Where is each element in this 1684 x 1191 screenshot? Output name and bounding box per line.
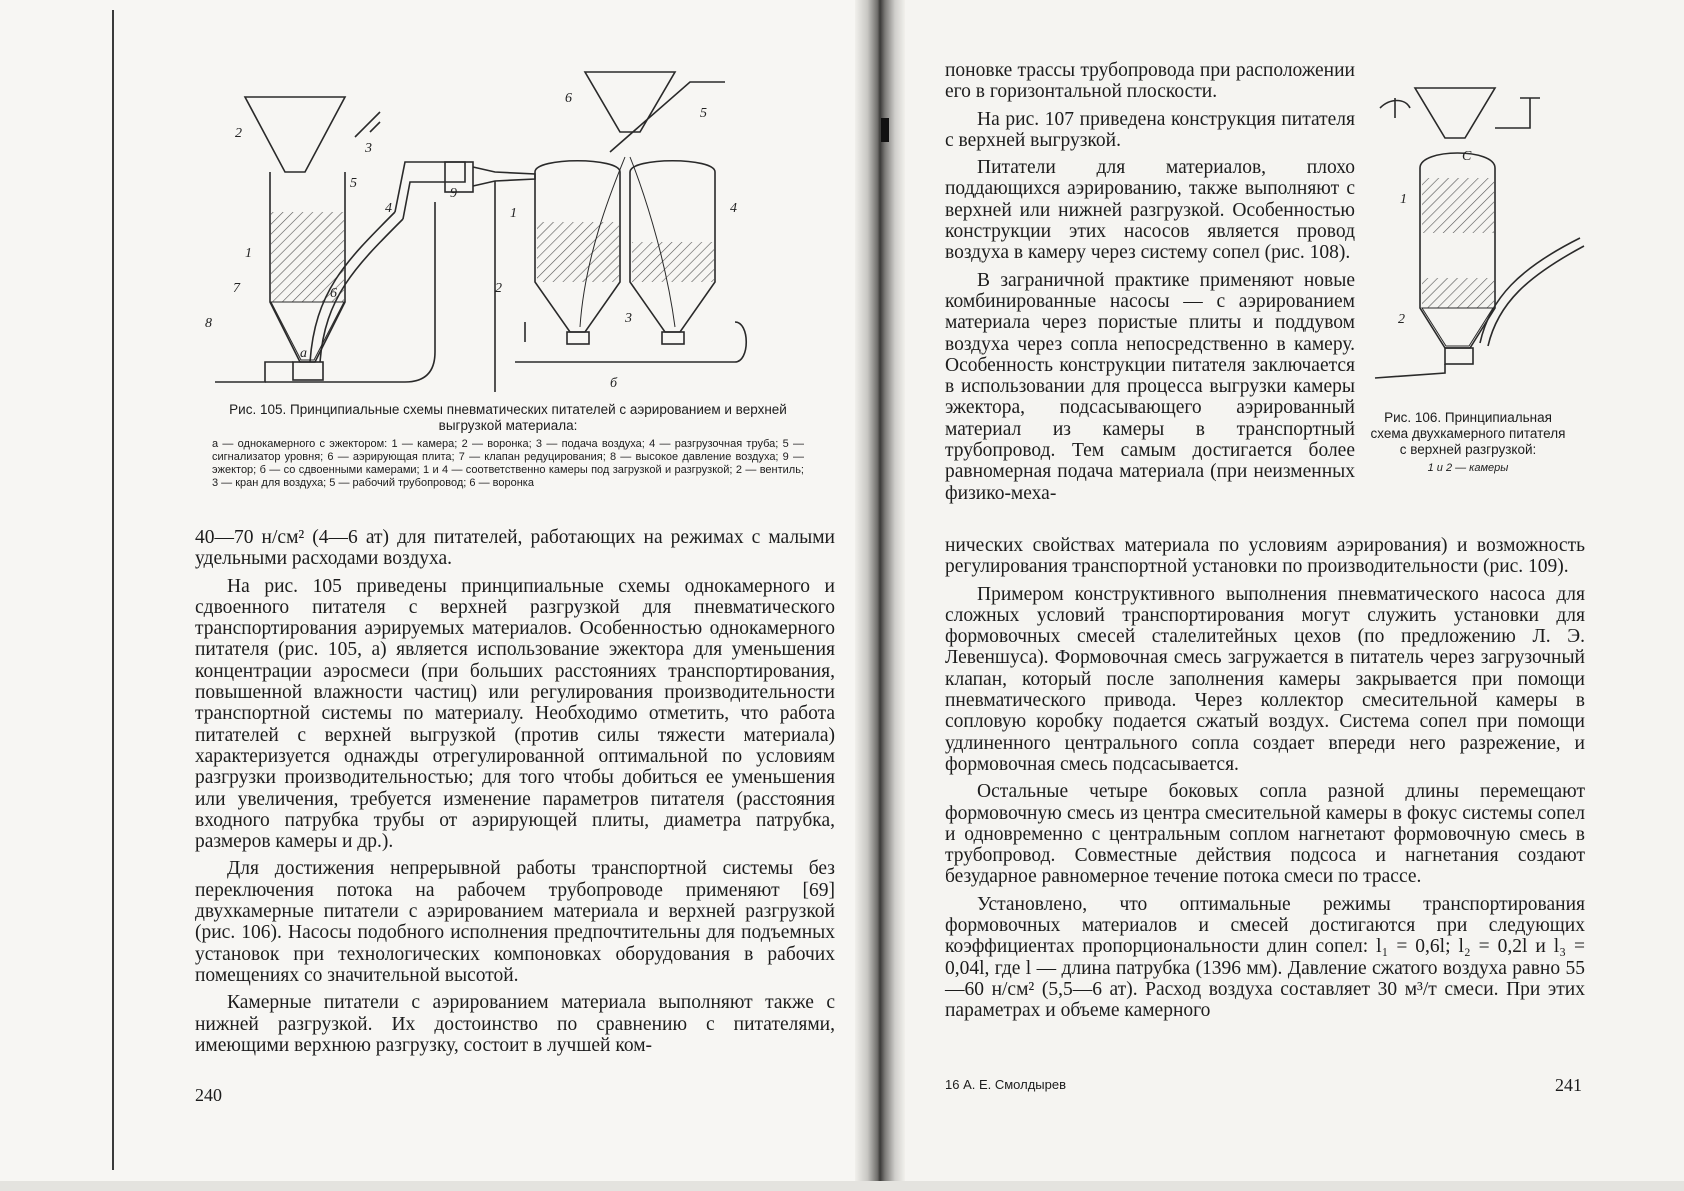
label-a-8: 8 xyxy=(205,316,212,331)
label-a-1: 1 xyxy=(245,246,252,261)
label-a-letter: а xyxy=(300,346,307,361)
label-a-6: 6 xyxy=(330,286,337,301)
label-106-c: С xyxy=(1462,149,1472,164)
right-paragraph-8: Установлено, что оптимальные режимы транспортирования формовочных материалов и смесей достигаются при следующих коэффициентах пропорциональности длин сопел: l₁ = 0,6l; l₂ = 0,2l и l₃ = 0,04l, где l — длина патрубка (1396 мм). Давление сжатого воздуха равно 55—60 н/см² (5,5—6 ат). Расход воздуха составляет 30 м³/т смеси. При этих параметрах и объеме камерного xyxy=(945,893,1585,1022)
figure-105-caption xyxy=(212,402,804,490)
left-paragraph-3: Для достижения непрерывной работы транспортной системы без переключения потока на рабочем трубопроводе применяют [69] двухкамерные питатели с аэрированием материала и верхней разгрузкой (рис. 106). Насосы подобного исполнения предпочтительны для подъемных установок при технологических компоновках оборудования в рабочих помещениях со значительной высотой. xyxy=(195,858,835,986)
right-paragraph-7: Остальные четыре боковых сопла разной длины перемещают формовочную смесь из центра смесительной камеры в фокус системы сопел и одновременно с центральным соплом нагнетают формовочную смесь в трубопровод. Совместные действия подсоса и нагнетания создают безударное равномерное течение потока смеси по трассе. xyxy=(945,781,1585,888)
right-narrow-text xyxy=(945,60,1355,504)
figure-106-caption xyxy=(1368,410,1568,475)
right-wide-text xyxy=(945,535,1585,1022)
figure-106-diagram xyxy=(1370,78,1600,388)
label-b-letter: б xyxy=(610,376,618,391)
label-b-1: 1 xyxy=(510,206,517,221)
left-paragraph-1: 40—70 н/см² (4—6 ат) для питателей, работающих на режимах с малыми удельными расходами воздуха. xyxy=(195,527,835,570)
label-b-4: 4 xyxy=(730,201,737,216)
label-a-5: 5 xyxy=(350,176,357,191)
figure-105-diagram xyxy=(205,62,805,392)
label-a-7: 7 xyxy=(233,281,240,296)
page-edge-line xyxy=(112,10,114,1170)
figure-106-title: Рис. 106. Принципиальная схема двухкамерного питателя с верхней разгрузкой: xyxy=(1370,410,1566,457)
label-106-1: 1 xyxy=(1400,192,1407,207)
figure-106-legend: 1 и 2 — камеры xyxy=(1427,462,1509,474)
right-paragraph-4: В заграничной практике применяют новые комбинированные насосы — с аэрированием материала через пористые плиты и поддувом воздуха через сопла непосредственно в камеру. Особенность конструкции питателя заключается в использовании для процесса выгрузки камеры эжектора, подсасывающего аэрированный материал из камеры в транспортный трубопровод. Тем самым достигается более равномерная подача материала (при неизменных физико-меха- xyxy=(945,269,1355,504)
left-page-number: 240 xyxy=(195,1085,222,1105)
label-b-2: 2 xyxy=(495,281,502,296)
right-paragraph-3: Питатели для материалов, плохо поддающихся аэрированию, также выполняют с верхней или нижней разгрузкой. Особенностью конструкции этих насосов является провод воздуха в камеру через систему сопел (рис. 108). xyxy=(945,157,1355,264)
left-body-text xyxy=(195,527,835,1056)
diagram-a xyxy=(205,97,535,392)
label-106-2: 2 xyxy=(1398,312,1405,327)
diagram-b xyxy=(495,72,746,391)
label-a-4: 4 xyxy=(385,201,392,216)
right-page-number: 241 xyxy=(1555,1075,1582,1095)
right-paragraph-5: нических свойствах материала по условиям аэрирования) и возможность регулирования транспортной установки по производительности (рис. 109). xyxy=(945,535,1585,578)
label-a-2: 2 xyxy=(235,126,242,141)
left-paragraph-2: На рис. 105 приведены принципиальные схемы однокамерного и сдвоенного питателя с верхней разгрузкой для пневматического транспортирования аэрируемых материалов. Особенностью однокамерного питателя (рис. 105, а) является использование эжектора для уменьшения концентрации аэросмеси (при больших расстояниях транспортирования, повышенной влажности частиц) или регулирования производительности транспортной системы по материалу. Необходимо отметить, что работа питателей с верхней выгрузкой (против силы тяжести материала) характеризуется однажды отрегулированной оптимальной по условиям разгрузки производительностью; для того чтобы добиться ее уменьшения или увеличения, требуется изменение параметров питателя (расстояния входного патрубка трубы от аэрирующей плиты, диаметра патрубка, размеров камеры и др.). xyxy=(195,575,835,853)
label-b-5: 5 xyxy=(700,106,707,121)
label-b-6: 6 xyxy=(565,91,572,106)
label-a-9: 9 xyxy=(450,186,457,201)
footer-signature: 16 А. Е. Смолдырев xyxy=(945,1077,1067,1092)
label-a-3: 3 xyxy=(365,141,372,156)
right-paragraph-1: поновке трассы трубопровода при расположении его в горизонтальной плоскости. xyxy=(945,60,1355,103)
right-paragraph-2: На рис. 107 приведена конструкция питателя с верхней выгрузкой. xyxy=(945,108,1355,151)
label-b-3: 3 xyxy=(625,311,632,326)
gutter-mark xyxy=(881,118,889,142)
figure-105-legend: а — однокамерного с эжектором: 1 — камера; 2 — воронка; 3 — подача воздуха; 4 — разгрузочная труба; 5 — сигнализатор уровня; 6 — аэрирующая плита; 7 — клапан редуцирования; 8 — высокое давление воздуха; 9 — эжектор; б — со сдвоенными камерами; 1 и 4 — соответственно камеры под загрузкой и разгрузкой; 2 — вентиль; 3 — кран для воздуха; 5 — рабочий трубопровод; 6 — воронка xyxy=(212,438,804,489)
figure-105-title: Рис. 105. Принципиальные схемы пневматических питателей с аэрированием и верхней выгрузкой материала: xyxy=(229,402,787,433)
bottom-strip xyxy=(0,1181,1684,1191)
book-gutter xyxy=(855,0,905,1191)
left-paragraph-4: Камерные питатели с аэрированием материала выполняют также с нижней разгрузкой. Их достоинство по сравнению с питателями, имеющими верхнюю разгрузку, состоит в лучшей ком- xyxy=(195,992,835,1056)
right-paragraph-6: Примером конструктивного выполнения пневматического насоса для сложных условий транспортирования могут служить установки для формовочных смесей сталелитейных цехов (по предложению Л. Э. Левеншуса). Формовочная смесь загружается в питатель через загрузочный клапан, который после заполнения камеры закрывается при помощи пневматического привода. Через коллектор смесительной камеры в сопловую коробку подается сжатый воздух. Система сопел при помощи удлиненного центрального сопла создает впереди него разрежение, и формовочная смесь подсасывается. xyxy=(945,583,1585,775)
